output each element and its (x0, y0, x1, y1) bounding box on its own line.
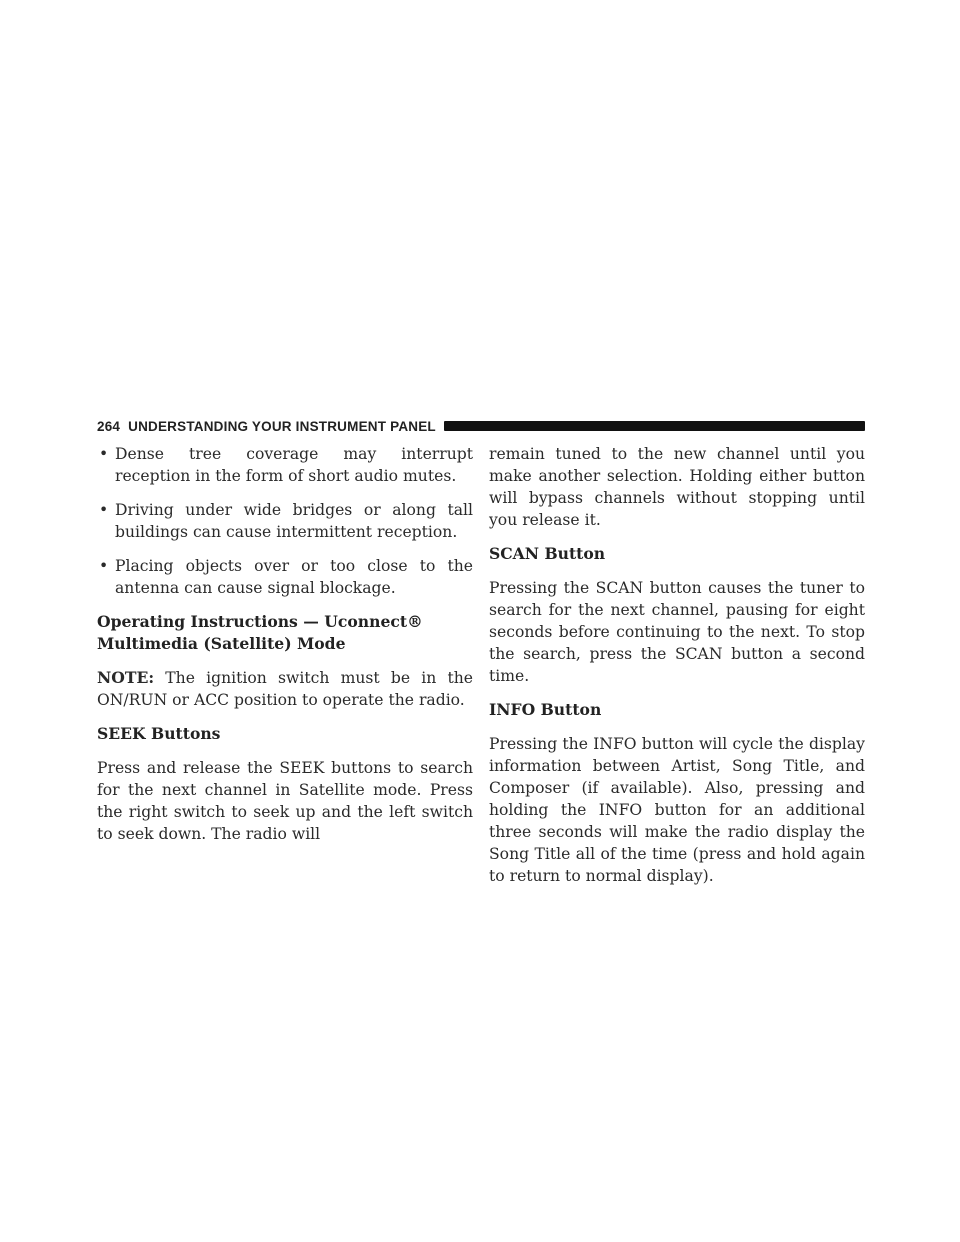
list-item (97, 555, 473, 599)
bullet-icon: • (99, 445, 109, 463)
note-label: NOTE: (97, 668, 155, 687)
left-column (97, 443, 473, 857)
page-number: 264 (97, 418, 121, 434)
bullet-text: Dense tree coverage may interrupt reception in the form of short audio mutes. (115, 445, 473, 485)
info-paragraph: Pressing the INFO button will cycle the display information between Artist, Song Title, and Composer (if available). Also, pressing and holding the INFO button for an additional three seconds will make the radio display the Song Title all of the time (press and hold again to return to normal display). (489, 735, 865, 885)
right-column (489, 443, 865, 899)
bullet-text: Placing objects over or too close to the antenna can cause signal blockage. (115, 557, 473, 597)
list-item (97, 499, 473, 543)
note-text: The ignition switch must be in the ON/RUN or ACC position to operate the radio. (97, 669, 473, 709)
bullet-icon: • (99, 557, 109, 575)
header-rule (444, 421, 865, 431)
bullet-icon: • (99, 501, 109, 519)
page-header (97, 417, 865, 435)
scan-button-heading: SCAN Button (489, 544, 606, 563)
seek-paragraph: Press and release the SEEK buttons to search for the next channel in Satellite mode. Press the right switch to seek up and the left switch to seek down. The radio will (97, 759, 473, 843)
bullet-list (97, 443, 473, 599)
list-item (97, 443, 473, 487)
scan-paragraph: Pressing the SCAN button causes the tuner to search for the next channel, pausing for eight seconds before continuing to the next. To stop the search, press the SCAN button a second time. (489, 579, 865, 685)
seek-buttons-heading: SEEK Buttons (97, 724, 221, 743)
note-paragraph (97, 667, 473, 711)
bullet-text: Driving under wide bridges or along tall buildings can cause intermittent reception. (115, 501, 473, 541)
section-title: UNDERSTANDING YOUR INSTRUMENT PANEL (128, 418, 436, 434)
seek-paragraph-continued: remain tuned to the new channel until you make another selection. Holding either button will bypass channels without stopping until you release it. (489, 445, 865, 529)
operating-instructions-heading: Operating Instructions — Uconnect® Multimedia (Satellite) Mode (97, 612, 423, 653)
info-button-heading: INFO Button (489, 700, 602, 719)
